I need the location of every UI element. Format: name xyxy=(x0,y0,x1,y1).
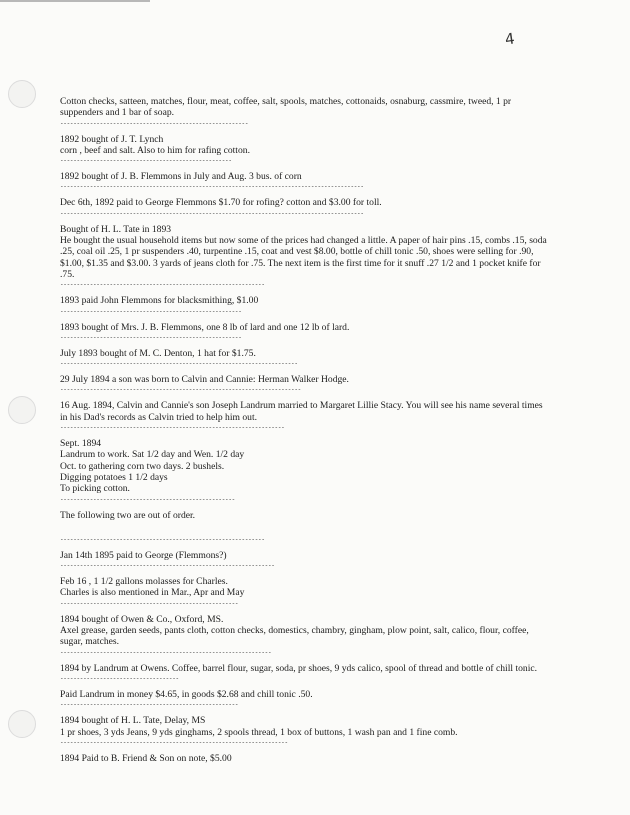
scan-edge xyxy=(0,0,150,2)
dashed-separator: ---------------------------------------------------------------- xyxy=(60,649,272,656)
ledger-entry xyxy=(60,663,548,682)
entry-line: 1894 bought of H. L. Tate, Delay, MS xyxy=(60,715,206,727)
entry-line: 1894 by Landrum at Owens. Coffee, barrel flour, sugar, soda, pr shoes, 9 yds calico, spool of thread and bottle of chill tonic. xyxy=(60,662,538,674)
ledger-entry xyxy=(60,576,548,607)
entry-line: 1894 Paid to B. Friend & Son on note, $5.00 xyxy=(60,752,232,764)
ledger-entry xyxy=(60,400,548,431)
entry-line: He bought the usual household items but now some of the prices had changed a little. A paper of hair pins .15, combs .15, soda .25, coal oil .25, 1 pr suspenders .40, turpentine .15, coat and vest $8.00, bottle of chill tonic .50, shoes were selling for .90, $1.00, $1.35 and $3.00. 3 yards of jeans cloth for .75. The next item is the first time for it snuff .27 1/2 and 1 pocket knife for .75. xyxy=(60,235,547,280)
dashed-separator: -------------------------------------------------------------- xyxy=(60,536,265,543)
entry-line: Landrum to work. Sat 1/2 day and Wen. 1/2 day xyxy=(60,449,245,461)
dashed-separator: ------------------------------------------------------ xyxy=(60,702,239,709)
ledger-entry xyxy=(60,224,548,288)
entry-line: 1893 bought of Mrs. J. B. Flemmons, one 8 lb of lard and one 12 lb of lard. xyxy=(60,321,350,333)
dashed-separator: ---------------------------------------------------- xyxy=(60,158,232,165)
ledger-entry xyxy=(60,537,548,543)
ledger-entry xyxy=(60,171,548,190)
entry-line: corn , beef and salt. Also to him for rafing cotton. xyxy=(60,144,250,156)
punch-hole-top xyxy=(8,80,36,108)
ledger-entry xyxy=(60,197,548,216)
dashed-separator: -------------------------------------------------------------- xyxy=(60,282,265,289)
entry-line: July 1893 bought of M. C. Denton, 1 hat for $1.75. xyxy=(60,347,256,359)
ledger-entry xyxy=(60,134,548,165)
entry-line: Jan 14th 1895 paid to George (Flemmons?) xyxy=(60,549,227,561)
dashed-separator: ----------------------------------------------------------------- xyxy=(60,563,275,570)
punch-hole-bottom xyxy=(8,710,36,738)
dashed-separator: ------------------------------------------------------------------------ xyxy=(60,361,298,368)
ledger-entry xyxy=(60,689,548,708)
dashed-separator: ------------------------------------------------------ xyxy=(60,600,239,607)
entry-line: Paid Landrum in money $4.65, in goods $2.68 and chill tonic .50. xyxy=(60,688,313,700)
ledger-entry xyxy=(60,753,548,764)
dashed-separator: --------------------------------------------------------------------- xyxy=(60,739,288,746)
ledger-entry xyxy=(60,374,548,393)
entry-line: Oct. to gathering corn two days. 2 bushels. xyxy=(60,460,225,472)
dashed-separator: ------------------------------------------------------- xyxy=(60,308,242,315)
ledger-entry xyxy=(60,614,548,656)
entry-line: Axel grease, garden seeds, pants cloth, cotton checks, domestics, chambry, gingham, plow point, salt, calico, flour, coffee, sugar, matches. xyxy=(60,625,529,648)
ledger-entry xyxy=(60,322,548,341)
ledger-entry xyxy=(60,96,548,127)
ledger-entry xyxy=(60,438,548,502)
entry-line: To picking cotton. xyxy=(60,483,130,495)
entry-line: 1894 bought of Owen & Co., Oxford, MS. xyxy=(60,613,224,625)
ledger-entry xyxy=(60,295,548,314)
dashed-separator: --------------------------------------------------------- xyxy=(60,120,249,127)
entry-line: 1893 paid John Flemmons for blacksmithing, $1.00 xyxy=(60,295,259,307)
dashed-separator: -------------------------------------------------------------------- xyxy=(60,425,285,432)
entry-line: 16 Aug. 1894, Calvin and Cannie's son Joseph Landrum married to Margaret Lillie Stacy. You will see his name several times in his Dad's records as Calvin tried to help him out. xyxy=(60,400,543,423)
document-body xyxy=(60,96,548,764)
ledger-entry xyxy=(60,348,548,367)
entry-line: Charles is also mentioned in Mar., Apr and May xyxy=(60,587,245,599)
dashed-separator: -------------------------------------------------------------------------------------------- xyxy=(60,184,364,191)
entry-line: Bought of H. L. Tate in 1893 xyxy=(60,223,172,235)
entry-line: The following two are out of order. xyxy=(60,509,196,521)
entry-line: 1892 bought of J. T. Lynch xyxy=(60,133,164,145)
dashed-separator: -------------------------------------------------------------------------------------------- xyxy=(60,210,364,217)
dashed-separator: ----------------------------------------------------- xyxy=(60,496,235,503)
page-number: 4 xyxy=(503,29,516,49)
entry-line: Cotton checks, satteen, matches, flour, meat, coffee, salt, spools, matches, cottonaids, osnaburg, cassmire, tweed, 1 pr suppenders and 1 bar of soap. xyxy=(60,96,512,119)
entry-line: 1892 bought of J. B. Flemmons in July and Aug. 3 bus. of corn xyxy=(60,171,302,183)
ledger-entry xyxy=(60,510,548,535)
dashed-separator: ------------------------------------ xyxy=(60,675,179,682)
entry-line: 1 pr shoes, 3 yds Jeans, 9 yds ginghams, 2 spools thread, 1 box of buttons, 1 wash pan and 1 fine comb. xyxy=(60,726,458,738)
entry-line: Digging potatoes 1 1/2 days xyxy=(60,471,168,483)
entry-line: Dec 6th, 1892 paid to George Flemmons $1.70 for rofing? cotton and $3.00 for toll. xyxy=(60,197,382,209)
punch-hole-middle xyxy=(8,396,36,424)
ledger-entry xyxy=(60,715,548,746)
entry-line: Feb 16 , 1 1/2 gallons molasses for Charles. xyxy=(60,576,228,588)
dashed-separator: ------------------------------------------------------------------------- xyxy=(60,387,301,394)
dashed-separator: ------------------------------------------------------- xyxy=(60,334,242,341)
entry-line: 29 July 1894 a son was born to Calvin and Cannie: Herman Walker Hodge. xyxy=(60,374,349,386)
entry-line: Sept. 1894 xyxy=(60,438,102,450)
ledger-entry xyxy=(60,550,548,569)
